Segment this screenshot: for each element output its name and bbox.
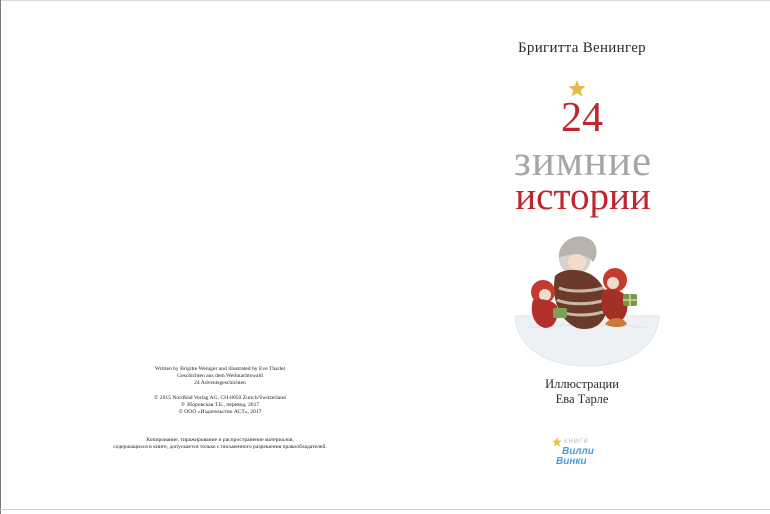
publisher-line-2: Вилли	[562, 446, 594, 457]
imprint-line: Written by Brigitte Weniger and illustrated by Eve Tharlet	[154, 366, 286, 372]
imprint-gap	[60, 416, 380, 437]
imprint-line: © 2015 NordSüd Verlag AG, CH-8050 Zurich/Switzerland	[154, 394, 286, 401]
publisher-line-3: Винки	[556, 456, 587, 467]
publisher-line-1: КНИГИ	[564, 439, 589, 445]
imprint-line: 24 Adventsgeschichten	[194, 380, 246, 387]
imprint-gap	[60, 388, 380, 395]
publisher-logo	[552, 437, 612, 467]
author-name: Бригитта Венингер	[518, 40, 646, 56]
cover-illustration	[507, 228, 667, 368]
publisher-star-icon	[552, 437, 562, 447]
imprint-line: Копирование, тиражирование и распространение материалов,	[146, 437, 294, 444]
title-line-3: истории	[515, 175, 651, 218]
illustrations-label: Иллюстрации	[545, 377, 619, 391]
right-page	[392, 0, 770, 514]
illustrator-name: Ева Тарле	[555, 392, 609, 406]
title-line-2: зимние	[513, 138, 653, 185]
imprint-line: © Зборовская Т.Б., перевод, 2017	[180, 401, 260, 408]
illustrations-label-block	[492, 377, 672, 407]
imprint-block	[60, 366, 380, 452]
title-number: 24	[561, 95, 603, 141]
imprint-line: © ООО «Издательство АСТ», 2017	[178, 409, 262, 416]
imprint-line: содержащихся в книге, допускается только с письменного разрешения правообладателей.	[113, 444, 327, 451]
imprint-line: Geschichten aus dem Weihnachtswald	[177, 373, 263, 380]
